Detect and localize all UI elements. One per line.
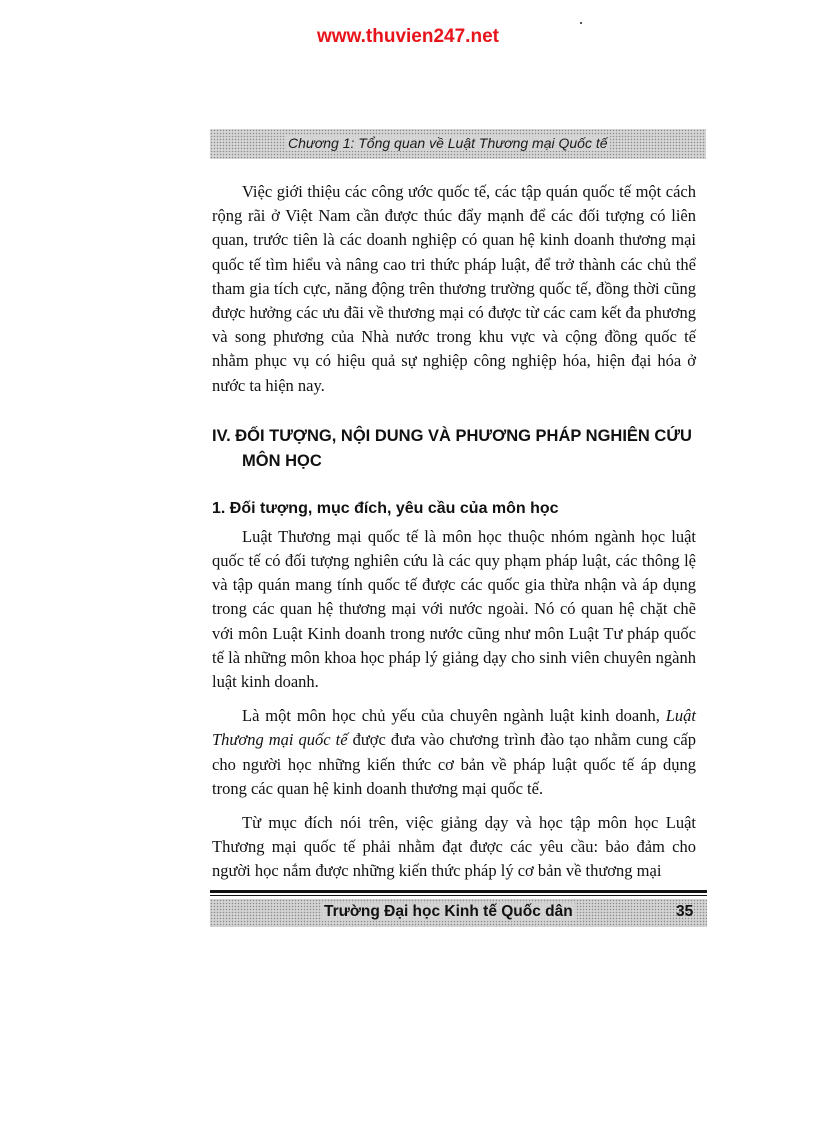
running-header: Chương 1: Tổng quan về Luật Thương mại Quốc tế	[288, 135, 608, 151]
footer-institution: Trường Đại học Kinh tế Quốc dân	[324, 903, 573, 920]
footer-rule-thin	[210, 895, 707, 896]
body-paragraph-1: Luật Thương mại quốc tế là môn học thuộc nhóm ngành học luật quốc tế có đối tượng nghiên cứu là các quy phạm pháp luật, các thông lệ và tập quán mang tính quốc tế được các quốc gia thừa nhận và áp dụng trong các quan hệ thương mại với nước ngoài. Nó có quan hệ chặt chẽ với môn Luật Kinh doanh trong nước cũng như môn Luật Tư pháp quốc tế là những môn khoa học pháp lý giảng dạy cho sinh viên chuyên ngành luật kinh doanh.	[212, 526, 696, 692]
intro-paragraph: Việc giới thiệu các công ước quốc tế, các tập quán quốc tế một cách rộng rãi ở Việt Nam cần được thúc đẩy mạnh để các đối tượng có liên quan, trước tiên là các doanh nghiệp có quan hệ kinh doanh thương mại quốc tế tìm hiểu và nâng cao tri thức pháp luật, để trở thành các chủ thể tham gia tích cực, năng động trên thương trường quốc tế, đồng thời cũng được hưởng các ưu đãi về thương mại có được từ các cam kết đa phương và song phương của Nhà nước trong khu vực và cộng đồng quốc tế nhằm phục vụ có hiệu quả sự nghiệp công nghiệp hóa, hiện đại hóa ở nước ta hiện nay.	[212, 182, 696, 395]
body-paragraph-3: Từ mục đích nói trên, việc giảng dạy và học tập môn học Luật Thương mại quốc tế phải nhằm đạt được các yêu cầu: bảo đảm cho người học nắm được những kiến thức pháp lý cơ bản về thương mại	[212, 813, 696, 881]
body-paragraph-2	[212, 704, 696, 801]
paragraph-2-rest: được đưa vào chương trình đào tạo nhằm cung cấp cho người học những kiến thức cơ bản về pháp luật quốc tế áp dụng trong các quan hệ kinh doanh thương mại quốc tế.	[212, 730, 696, 798]
paragraph-2-lead: Là một môn học chủ yếu của chuyên ngành luật kinh doanh,	[242, 706, 666, 726]
course-title-italic: Luật Thương mại quốc tế	[212, 706, 696, 750]
section-heading: IV. ĐỐI TƯỢNG, NỘI DUNG VÀ PHƯƠNG PHÁP NGHIÊN CỨU MÔN HỌC	[212, 426, 692, 470]
page-body	[212, 180, 696, 884]
page-number: 35	[676, 903, 694, 920]
watermark-link[interactable]: www.thuvien247.net	[317, 26, 499, 47]
subsection-heading: 1. Đối tượng, mục đích, yêu cầu của môn học	[212, 499, 559, 517]
scan-speck	[580, 22, 582, 24]
footer-rule-thick	[210, 890, 707, 893]
